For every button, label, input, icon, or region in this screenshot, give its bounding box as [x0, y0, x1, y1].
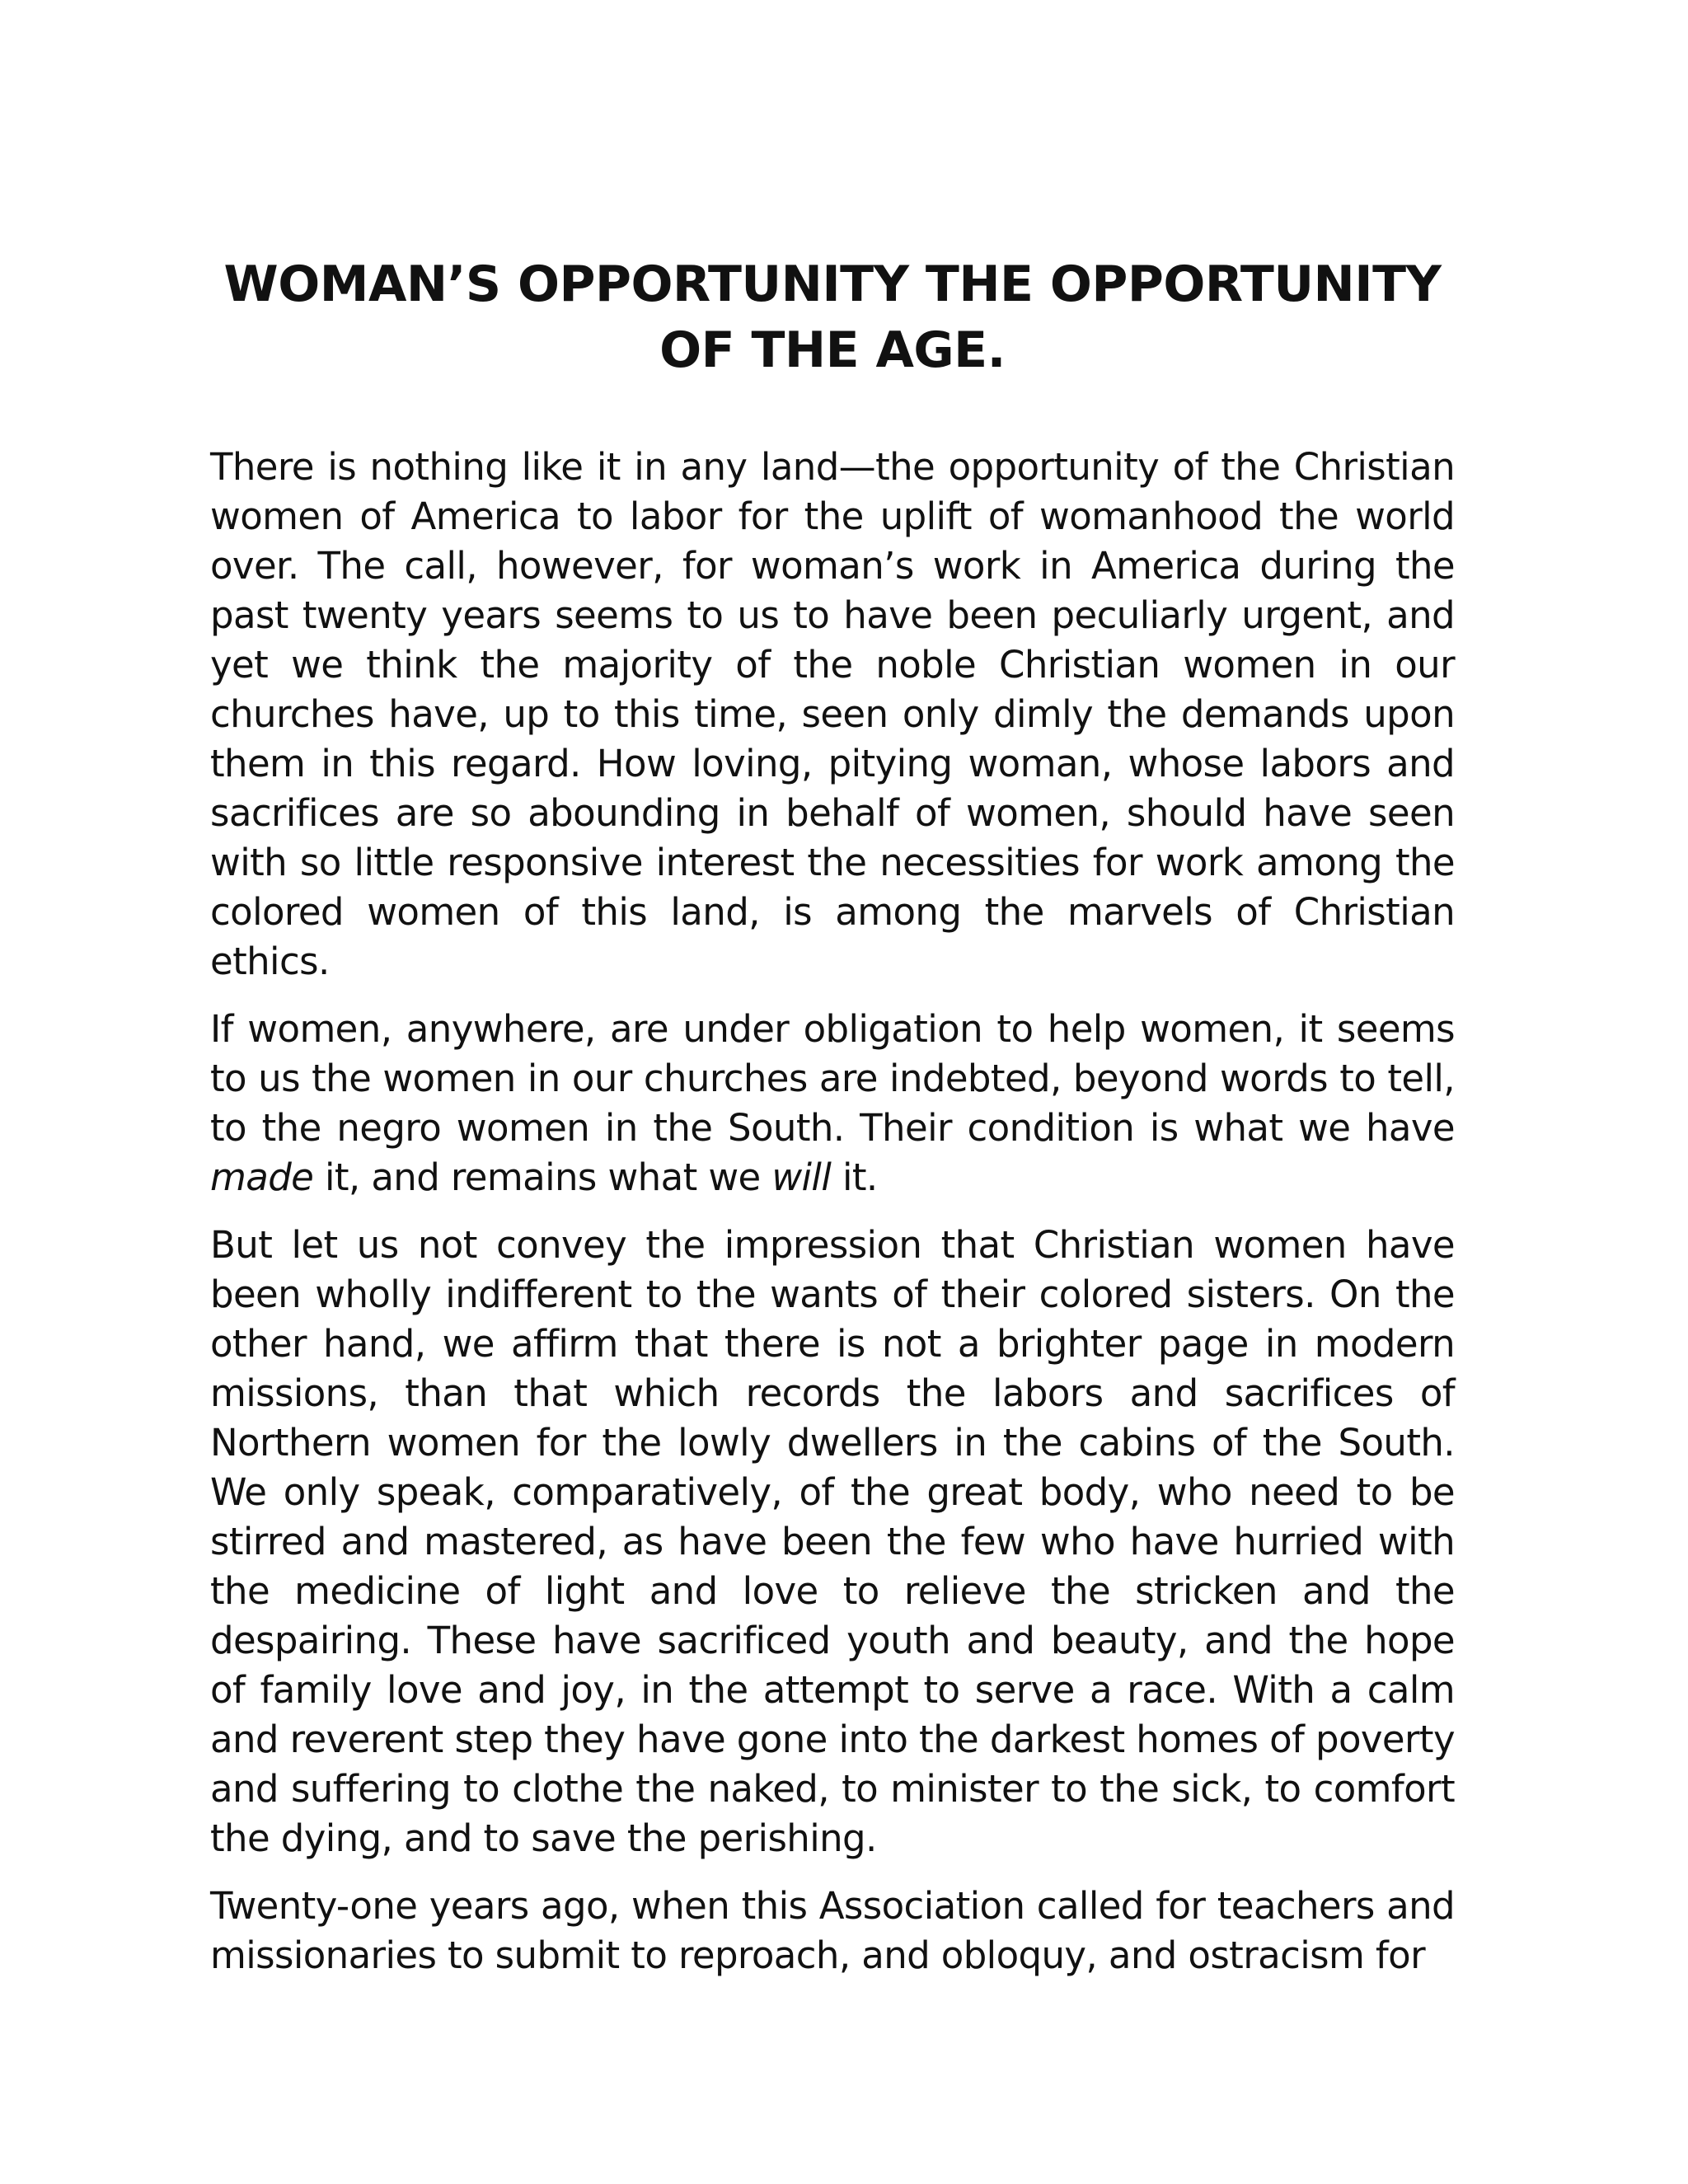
document-page [210, 251, 1455, 1999]
italic-word-made: made [210, 1155, 314, 1199]
paragraph-northern-women: But let us not convey the impression that Christian women have been wholly indifferent to the wants of their colored sisters. On the other hand, we affirm that there is not a brighter page in modern missions, than that which records the labors and sacrifices of Northern women for the lowly dwellers in the cabins of the South. We only speak, comparatively, of the great body, who need to be stirred and mastered, as have been the few who have hurried with the medicine of light and love to relieve the stricken and the despairing. These have sacrificed youth and beauty, and the hope of family love and joy, in the attempt to serve a race. With a calm and reverent step they have gone into the darkest homes of poverty and suffering to clothe the naked, to minister to the sick, to comfort the dying, and to save the perishing. [210, 1223, 1455, 1860]
paragraph-text-segment: it, and remains what we [313, 1155, 772, 1199]
paragraph-twenty-one-years: Twenty-one years ago, when this Association called for teachers and missionaries to submit to reproach, and obloquy, and ostracism for [210, 1884, 1455, 1977]
paragraph-obligation [210, 1005, 1455, 1202]
page-title: WOMAN’S OPPORTUNITY THE OPPORTUNITY OF THE AGE. [223, 255, 1442, 379]
paragraph-opportunity: There is nothing like it in any land—the opportunity of the Christian women of America to labor for the uplift of womanhood the world over. The call, however, for woman’s work in America during the past twenty years seems to us to have been peculiarly urgent, and yet we think the majority of the noble Christian women in our churches have, up to this time, seen only dimly the demands upon them in this regard. How loving, pitying woman, whose labors and sacrifices are so abounding in behalf of women, should have seen with so little responsive interest the necessities for work among the colored women of this land, is among the marvels of Christian ethics. [210, 445, 1455, 983]
paragraph-text-segment: If women, anywhere, are under obligation to help women, it seems to us the women in our churches are indebted, beyond words to tell, to the negro women in the South. Their condition is what we have [210, 1007, 1455, 1150]
paragraph-text-segment: it. [831, 1155, 878, 1199]
italic-word-will: will [771, 1155, 832, 1199]
